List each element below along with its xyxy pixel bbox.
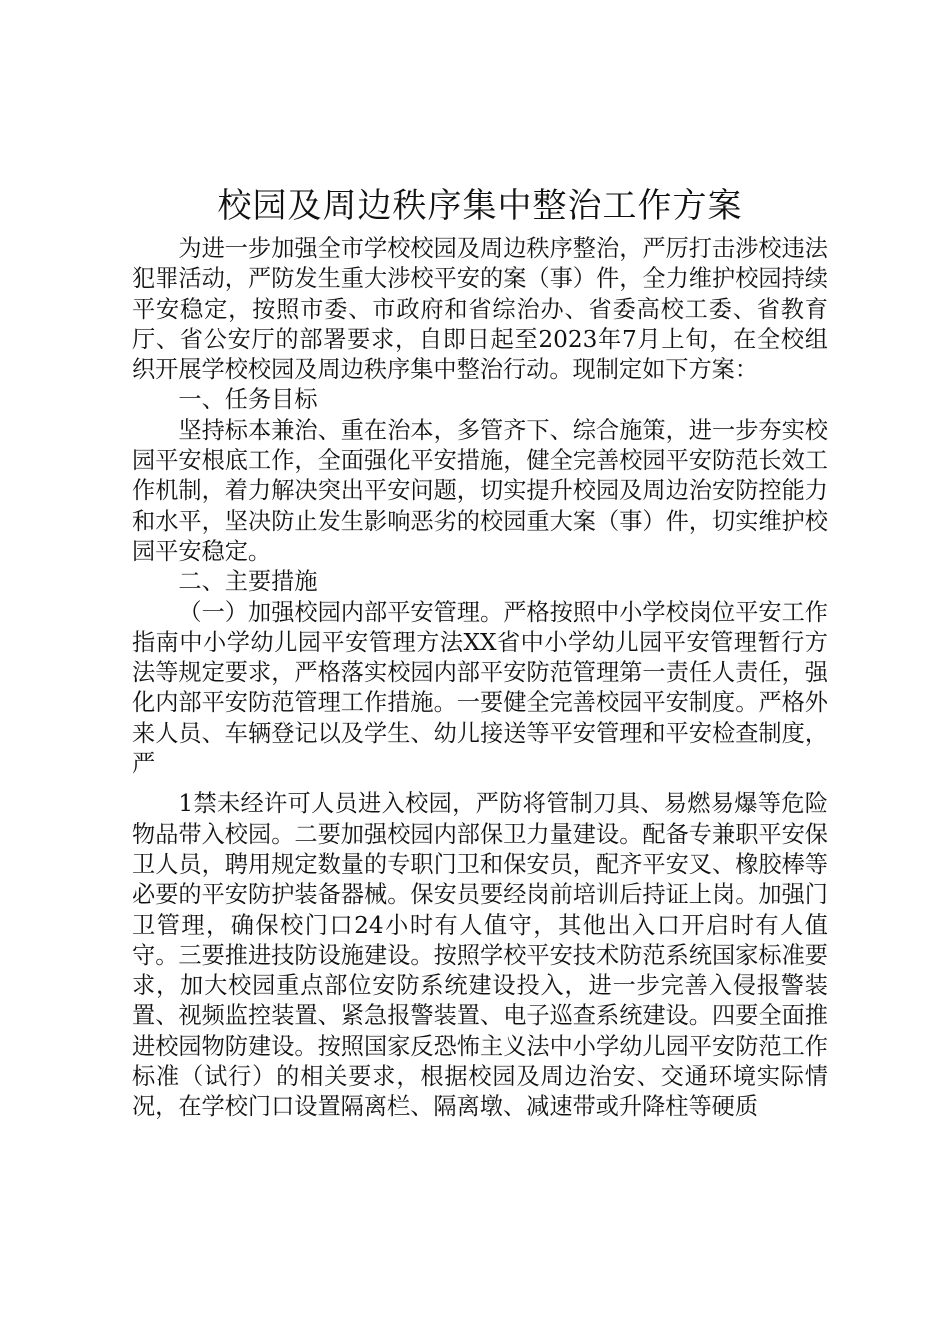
- document-page: [132, 180, 828, 1123]
- section-heading-measures: 二、主要措施: [178, 568, 318, 596]
- measures-paragraph-2: 1禁未经许可人员进入校园，严防将管制刀具、易燃易爆等危险物品带入校园。二要加强校园内部保卫力量建设。配备专兼职平安保卫人员，聘用规定数量的专职门卫和保安员，配齐平安叉、橡胶棒等必要的平安防护装备器械。保安员要经岗前培训后持证上岗。加强门卫管理，确保校门口24小时有人值守，其他出入口开启时有人值守。三要推进技防设施建设。按照学校平安技术防范系统国家标准要求，加大校园重点部位安防系统建设投入，进一步完善入侵报警装置、视频监控装置、紧急报警装置、电子巡查系统建设。四要全面推进校园物防建设。按照国家反恐怖主义法中小学幼儿园平安防范工作标准（试行）的相关要求，根据校园及周边治安、交通环境实际情况，在学校门口设置隔离栏、隔离墩、减速带或升降柱等硬质: [132, 790, 828, 1121]
- document-title: 校园及周边秩序集中整治工作方案: [217, 186, 743, 226]
- measures-paragraph-1: （一）加强校园内部平安管理。严格按照中小学校岗位平安工作指南中小学幼儿园平安管理方法XX省中小学幼儿园平安管理暂行方法等规定要求，严格落实校园内部平安防范管理第一责任人责任，强化内部平安防范管理工作措施。一要健全完善校园平安制度。严格外来人员、车辆登记以及学生、幼儿接送等平安管理和平安检查制度，严: [132, 598, 828, 778]
- intro-paragraph: 为进一步加强全市学校校园及周边秩序整治，严厉打击涉校违法犯罪活动，严防发生重大涉校平安的案（事）件，全力维护校园持续平安稳定，按照市委、市政府和省综治办、省委高校工委、省教育厅、省公安厅的部署要求，自即日起至2023年7月上旬，在全校组织开展学校校园及周边秩序集中整治行动。现制定如下方案：: [132, 235, 828, 384]
- section-heading-goals: 一、任务目标: [178, 386, 318, 414]
- goals-paragraph: 坚持标本兼治、重在治本，多管齐下、综合施策，进一步夯实校园平安根底工作，全面强化平安措施，健全完善校园平安防范长效工作机制，着力解决突出平安问题，切实提升校园及周边治安防控能力和水平，坚决防止发生影响恶劣的校园重大案（事）件，切实维护校园平安稳定。: [132, 416, 828, 565]
